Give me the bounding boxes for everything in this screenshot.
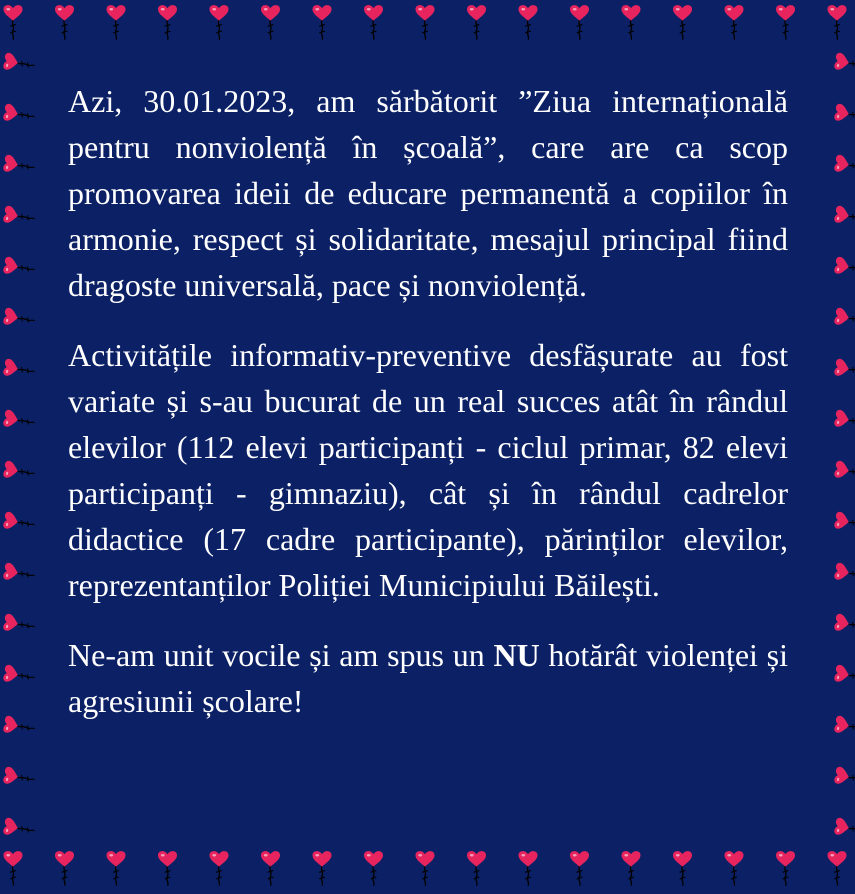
heart-balloon-icon bbox=[3, 851, 22, 885]
heart-balloon-icon bbox=[828, 851, 847, 885]
heart-balloon-icon bbox=[3, 613, 36, 635]
heart-balloon-icon bbox=[313, 5, 332, 39]
heart-balloon-icon bbox=[3, 154, 36, 176]
heart-balloon-icon bbox=[776, 5, 795, 39]
heart-balloon-icon bbox=[55, 5, 74, 39]
heart-balloon-icon bbox=[3, 817, 36, 839]
heart-balloon-icon bbox=[416, 851, 435, 885]
heart-balloon-icon bbox=[834, 460, 855, 482]
heart-balloon-icon bbox=[158, 851, 177, 885]
heart-balloon-icon bbox=[3, 256, 36, 278]
heart-balloon-icon bbox=[3, 358, 36, 380]
heart-balloon-icon bbox=[3, 562, 36, 584]
heart-balloon-icon bbox=[107, 5, 126, 39]
heart-balloon-icon bbox=[834, 52, 855, 74]
heart-balloon-icon bbox=[834, 358, 855, 380]
heart-balloon-icon bbox=[364, 851, 383, 885]
heart-balloon-icon bbox=[107, 851, 126, 885]
heart-balloon-icon bbox=[519, 5, 538, 39]
heart-balloon-icon bbox=[725, 5, 744, 39]
heart-balloon-icon bbox=[261, 5, 280, 39]
heart-balloon-icon bbox=[3, 205, 36, 227]
paragraph-activities: Activitățile informativ-preventive desfășurate au fost variate și s-au bucurat de un real succes atât în rândul elevilor (112 elevi participanți - ciclul primar, 82 elevi participanți - gimnaziu), cât și în rândul cadrelor didactice (17 cadre participante), părinților elevilor, reprezentanților Poliției Municipiului Băilești. bbox=[68, 337, 788, 603]
heart-balloon-icon bbox=[364, 5, 383, 39]
heart-balloon-icon bbox=[570, 5, 589, 39]
closing-emphasis: NU bbox=[493, 637, 540, 673]
heart-balloon-icon bbox=[834, 613, 855, 635]
heart-balloon-icon bbox=[3, 307, 36, 329]
heart-balloon-icon bbox=[3, 409, 36, 431]
heart-balloon-icon bbox=[776, 851, 795, 885]
heart-balloon-icon bbox=[834, 409, 855, 431]
heart-balloon-icon bbox=[3, 5, 22, 39]
heart-balloon-icon bbox=[3, 664, 36, 686]
heart-balloon-icon bbox=[313, 851, 332, 885]
heart-balloon-icon bbox=[3, 715, 36, 737]
heart-balloon-icon bbox=[673, 851, 692, 885]
heart-balloon-icon bbox=[3, 511, 36, 533]
heart-balloon-icon bbox=[828, 5, 847, 39]
heart-balloon-icon bbox=[834, 511, 855, 533]
heart-balloon-icon bbox=[834, 664, 855, 686]
heart-balloon-icon bbox=[3, 460, 36, 482]
heart-balloon-icon bbox=[834, 562, 855, 584]
heart-balloon-icon bbox=[725, 851, 744, 885]
heart-balloon-icon bbox=[834, 307, 855, 329]
heart-balloon-icon bbox=[519, 851, 538, 885]
heart-balloon-icon bbox=[158, 5, 177, 39]
paragraph-closing bbox=[68, 632, 788, 724]
heart-balloon-icon bbox=[834, 715, 855, 737]
heart-balloon-icon bbox=[673, 5, 692, 39]
heart-balloon-icon bbox=[261, 851, 280, 885]
heart-balloon-icon bbox=[3, 103, 36, 125]
heart-balloon-icon bbox=[622, 5, 641, 39]
heart-balloon-icon bbox=[834, 205, 855, 227]
heart-balloon-icon bbox=[416, 5, 435, 39]
closing-text-start: Ne-am unit vocile și am spus un bbox=[68, 637, 494, 673]
heart-balloon-icon bbox=[834, 154, 855, 176]
heart-balloon-icon bbox=[834, 766, 855, 788]
paragraph-intro: Azi, 30.01.2023, am sărbătorit ”Ziua internațională pentru nonviolență în școală”, care are ca scop promovarea ideii de educare permanentă a copiilor în armonie, respect și solidaritate, mesajul principal fiind dragoste universală, pace și nonviolență. bbox=[68, 83, 788, 303]
heart-balloon-icon bbox=[3, 766, 36, 788]
heart-balloon-icon bbox=[55, 851, 74, 885]
heart-balloon-icon bbox=[834, 817, 855, 839]
heart-balloon-icon bbox=[210, 5, 229, 39]
heart-balloon-icon bbox=[3, 52, 36, 74]
closing-text-end: hotărât violenței și agresiunii școlare! bbox=[68, 637, 789, 719]
heart-balloon-icon bbox=[467, 5, 486, 39]
heart-balloon-icon bbox=[570, 851, 589, 885]
heart-balloon-icon bbox=[210, 851, 229, 885]
heart-balloon-icon bbox=[467, 851, 486, 885]
heart-balloon-icon bbox=[622, 851, 641, 885]
announcement-text bbox=[68, 78, 788, 724]
heart-balloon-icon bbox=[834, 103, 855, 125]
heart-balloon-icon bbox=[834, 256, 855, 278]
